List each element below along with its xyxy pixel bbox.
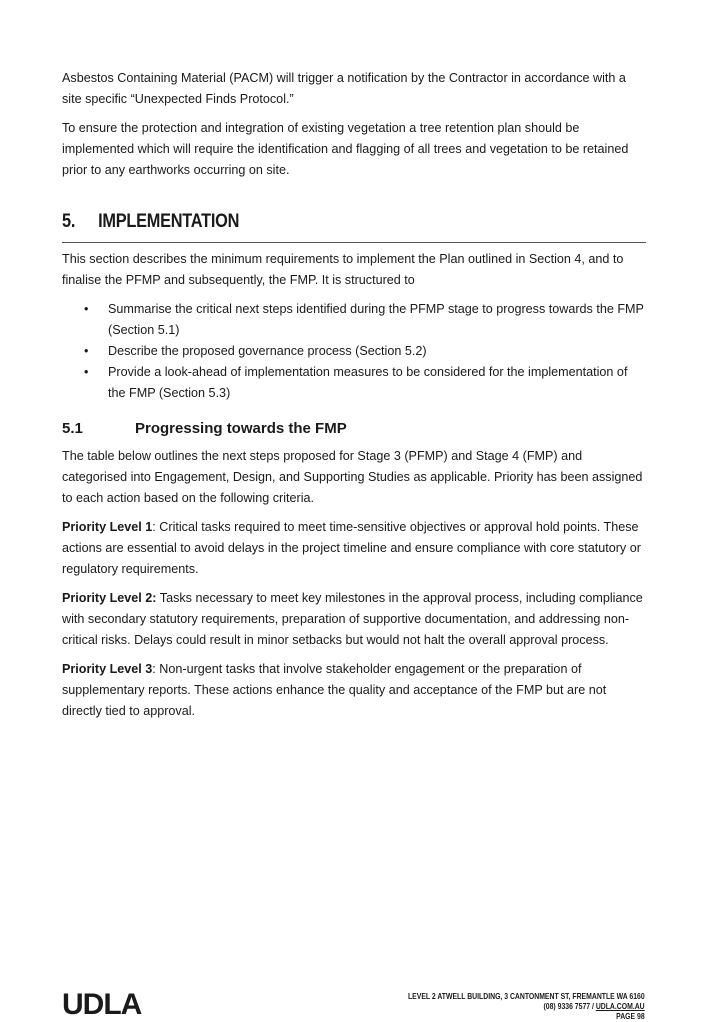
page-number: PAGE 98 <box>616 1011 645 1021</box>
footer-phone: (08) 9336 7577 <box>543 1001 591 1011</box>
paragraph: To ensure the protection and integration of existing vegetation a tree retention plan should be implemented which will require the identification and flagging of all trees and vegetation to be retained prior to any earthworks occurring on site. <box>62 121 629 177</box>
footer-address-line: LEVEL 2 ATWELL BUILDING, 3 CANTONMENT ST, FREMANTLE WA 6160 <box>408 991 645 1001</box>
footer-address <box>408 991 645 1021</box>
page-content <box>62 68 646 730</box>
priority-label: Priority Level 2: <box>62 591 157 605</box>
footer-website-link[interactable]: UDLA.COM.AU <box>596 1001 645 1011</box>
footer-contact-line: (08) 9336 7577 / UDLA.COM.AU <box>543 1001 645 1011</box>
priority-paragraph: Priority Level 1: Critical tasks required to meet time-sensitive objectives or approval hold points. These actions are essential to avoid delays in the project timeline and ensure compliance with core statutory or regulatory requirements. <box>62 520 641 576</box>
list-item: • Summarise the critical next steps identified during the PFMP stage to progress towards the FMP (Section 5.1) <box>62 299 646 341</box>
priority-paragraph: Priority Level 2: Tasks necessary to meet key milestones in the approval process, including compliance with secondary statutory requirements, preparation of supportive documentation, and addressing non-critical risks. Delays could result in minor setbacks but would not halt the overall approval process. <box>62 591 643 647</box>
section-number: 5. <box>62 211 76 232</box>
priority-label: Priority Level 3 <box>62 662 153 676</box>
heading-rule <box>62 242 646 243</box>
section-title: IMPLEMENTATION <box>98 211 240 232</box>
subsection-heading <box>62 416 646 442</box>
bullet-icon: • <box>84 302 89 316</box>
section-heading <box>62 209 564 235</box>
paragraph: Asbestos Containing Material (PACM) will trigger a notification by the Contractor in accordance with a site specific “Unexpected Finds Protocol.” <box>62 71 626 106</box>
subsection-title: Progressing towards the FMP <box>135 420 347 437</box>
priority-label: Priority Level 1 <box>62 520 153 534</box>
udla-logo: UDLA <box>62 988 142 1021</box>
list-item: • Describe the proposed governance process (Section 5.2) <box>62 341 646 362</box>
list-item: • Provide a look-ahead of implementation measures to be considered for the implementation of the FMP (Section 5.3) <box>62 362 646 404</box>
paragraph: This section describes the minimum requirements to implement the Plan outlined in Section 4, and to finalise the PFMP and subsequently, the FMP. It is structured to <box>62 252 624 287</box>
paragraph: The table below outlines the next steps proposed for Stage 3 (PFMP) and Stage 4 (FMP) and categorised into Engagement, Design, and Supporting Studies as applicable. Priority has been assigned to each action based on the following criteria. <box>62 449 643 505</box>
subsection-number: 5.1 <box>62 420 83 437</box>
priority-paragraph: Priority Level 3: Non-urgent tasks that involve stakeholder engagement or the preparation of supplementary reports. These actions enhance the quality and acceptance of the FMP but are not directly tied to approval. <box>62 662 607 718</box>
bullet-icon: • <box>84 365 89 379</box>
bullet-icon: • <box>84 344 89 358</box>
bullet-list <box>62 299 646 404</box>
